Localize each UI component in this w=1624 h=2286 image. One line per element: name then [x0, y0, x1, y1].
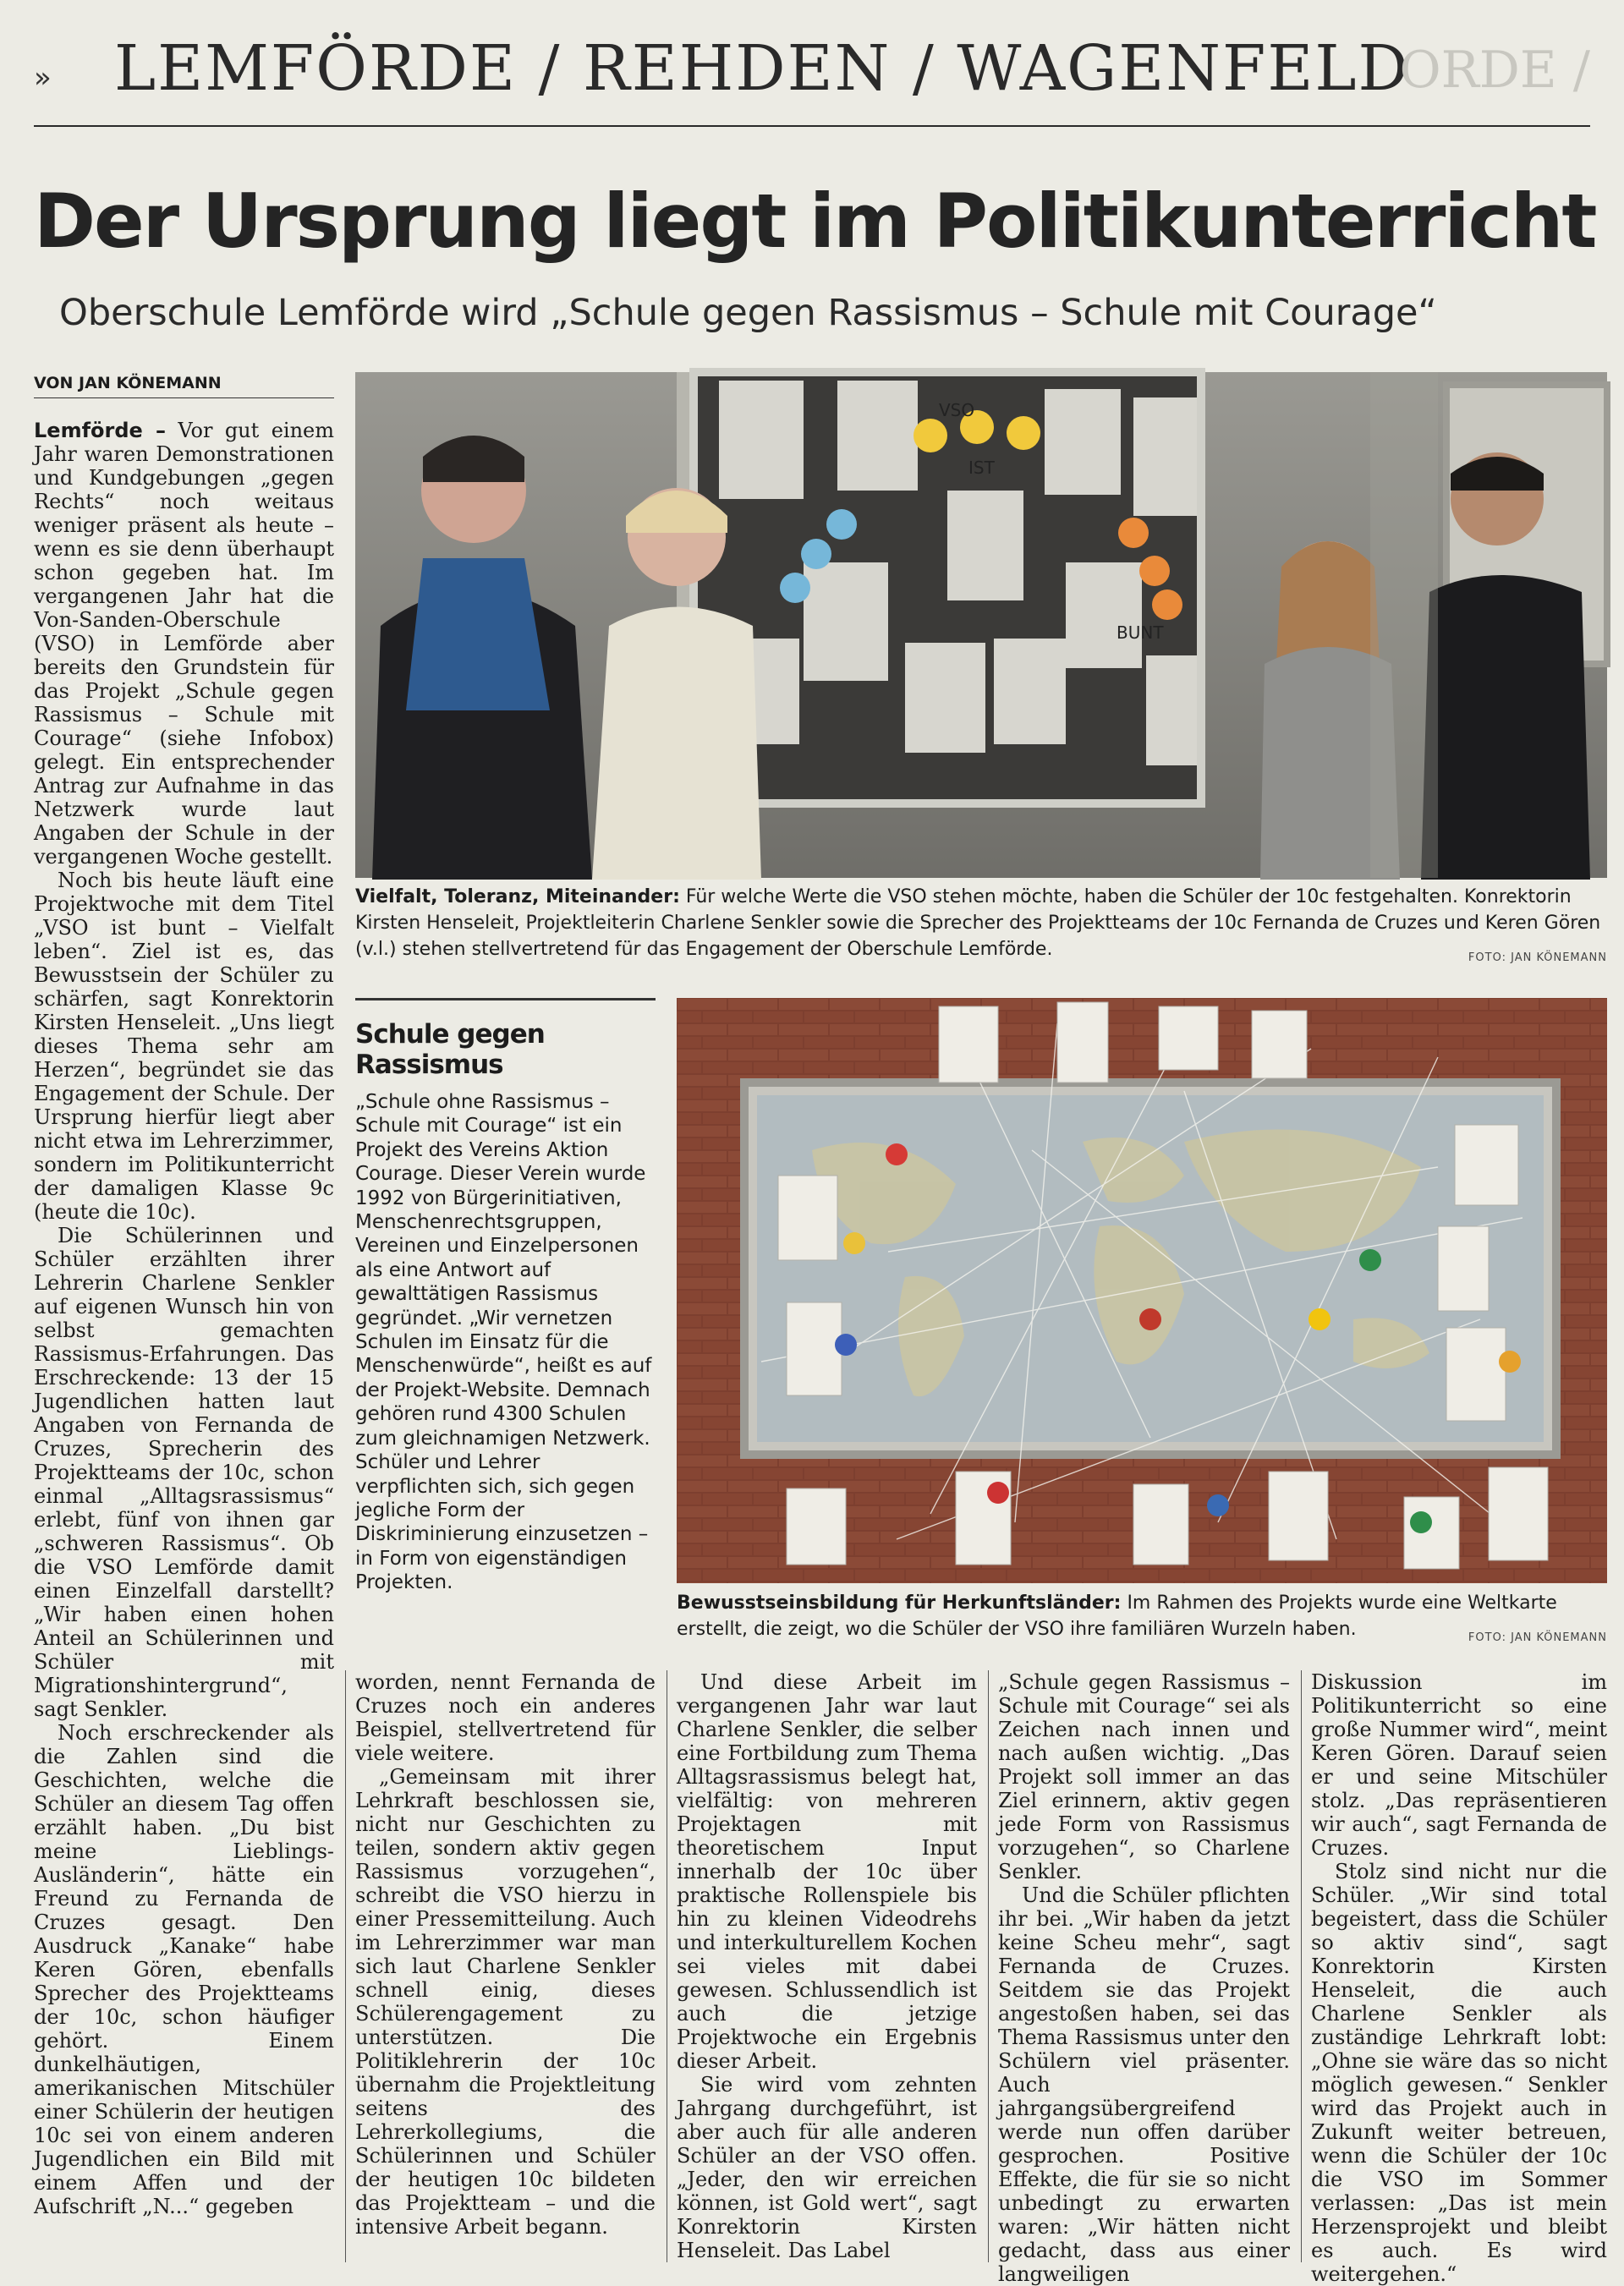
caption-text: Im Rahmen des Projekts wurde eine Weltkarte erstellt, die zeigt, wo die Schüler der VSO ihre familiären Wurzeln haben.: [677, 1593, 1557, 1640]
map-illustration: [677, 998, 1607, 1583]
article-paragraph: Noch bis heute läuft eine Projektwoche mit dem Titel „VSO ist bunt – Vielfalt leben“. Ziel ist es, das Bewusstsein der Schüler zu schärfen, sagt Konrektorin Kirsten Henseleit. „Uns liegt dieses Thema sehr am Herzen“, begründet sie das Engagement der Schule. Der Ursprung hierfür liegt aber nicht etwa im Lehrerzimmer, sondern im Politikunterricht der damaligen Klasse 9c (heute die 10c).: [34, 869, 334, 1224]
article-column-5: [1311, 1670, 1607, 2286]
article-column-1: [34, 419, 334, 2271]
article-paragraph: Stolz sind nicht nur die Schüler. „Wir sind total begeistert, dass die Schüler so aktiv sind“, sagt Konrektorin Kirsten Henseleit, die auch Charlene Senkler als zuständige Lehrkraft lobt: „Ohne sie wäre das so nicht möglich gewesen.“ Senkler wird das Projekt auch in Zukunft weiter betreuen, wenn die Schüler der 10c die VSO im Sommer verlassen: „Das ist mein Herzensprojekt und bleibt es auch. Es wird weitergehen.“: [1311, 1860, 1607, 2286]
column-rule: [988, 1670, 989, 2262]
article-paragraph: [34, 419, 334, 869]
byline: VON JAN KÖNEMANN: [34, 374, 334, 398]
caption-lead: Bewusstseinsbildung für Herkunftsländer:: [677, 1593, 1122, 1614]
caption-top-photo: [355, 884, 1607, 971]
photo-students-board: [355, 372, 1607, 878]
board-word-vso: VSO: [939, 400, 975, 420]
subheadline: Oberschule Lemförde wird „Schule gegen Rassismus – Schule mit Courage“: [59, 292, 1437, 334]
article-column-3: [677, 1670, 977, 2271]
column-rule: [345, 1670, 346, 2262]
board-word-bunt: BUNT: [1116, 622, 1164, 643]
article-paragraph: Und diese Arbeit im vergangenen Jahr war laut Charlene Senkler, die selber eine Fortbildung zum Thema Alltagsrassismus belegt hat, vielfältig: von mehreren Projektagen mit theoretischem Input innerhalb der 10c über praktische Rollenspiele bis hin zu kleinen Videodrehs und interkulturellem Kochen sei vieles mit dabei gewesen. Schlussendlich ist auch die jetzige Projektwoche ein Ergebnis dieser Arbeit.: [677, 1670, 977, 2073]
article-paragraph: „Gemeinsam mit ihrer Lehrkraft beschlossen sie, nicht nur Geschichten zu teilen, sondern aktiv gegen Rassismus vorzugehen“, schreibt die VSO hierzu in einer Pressemitteilung. Auch im Lehrerzimmer war man sich laut Charlene Senkler schnell einig, dieses Schülerengagement zu unterstützen. Die Politiklehrerin der 10c übernahm die Projektleitung seitens des Lehrerkollegiums, die Schülerinnen und Schüler der heutigen 10c bildeten das Projektteam – und die intensive Arbeit begann.: [355, 1765, 656, 2239]
headline: Der Ursprung liegt im Politikunterricht: [34, 178, 1596, 265]
article-paragraph: Diskussion im Politikunterricht so eine große Nummer wird“, meint Keren Gören. Darauf seien er und seine Mitschüler stolz. „Das repräsentieren wir auch“, sagt Fernanda de Cruzes.: [1311, 1670, 1607, 1860]
article-paragraph: worden, nennt Fernanda de Cruzes noch ein anderes Beispiel, stellvertretend für viele weitere.: [355, 1670, 656, 1765]
section-ghost-text: ORDE /: [1399, 41, 1590, 100]
photo-credit: FOTO: JAN KÖNEMANN: [1468, 1631, 1607, 1644]
photo-credit: FOTO: JAN KÖNEMANN: [1468, 951, 1607, 964]
board-word-ist: IST: [968, 458, 995, 478]
article-paragraph: Die Schülerinnen und Schüler erzählten ihrer Lehrerin Charlene Senkler auf eigenen Wunsch hin von selbst gemachten Rassismus-Erfahrungen. Das Erschreckende: 13 der 15 Jugendlichen hatten laut Angaben von Fernanda de Cruzes, Sprecherin des Projektteams der 10c, schon einmal „Alltagsrassismus“ erlebt, fünf von ihnen gar „schweren Rassismus“. Ob die VSO Lemförde damit einen Einzelfall darstellt? „Wir haben einen hohen Anteil an Schülerinnen und Schüler mit Migrationshintergrund“, sagt Senkler.: [34, 1224, 334, 1721]
article-column-4: [998, 1670, 1290, 2286]
article-column-2: [355, 1670, 656, 2271]
caption-map-photo: [677, 1590, 1607, 1651]
section-title: LEMFÖRDE / REHDEN / WAGENFELD: [114, 32, 1410, 105]
photo-world-map: [677, 998, 1607, 1583]
section-header: [34, 32, 1590, 127]
article-paragraph: Sie wird vom zehnten Jahrgang durchgeführt, ist aber auch für alle anderen Schüler an der VSO offen. „Jeder, den wir erreichen können, ist Gold wert“, sagt Konrektorin Kirsten Henseleit. Das Label: [677, 2073, 977, 2262]
article-paragraph: Und die Schüler pflichten ihr bei. „Wir haben da jetzt keine Scheu mehr“, sagt Fernanda de Cruzes. Seitdem sie das Projekt angestoßen haben, sei das Thema Rassismus unter den Schülern viel präsenter. Auch jahrgangsübergreifend werde nun offen darüber gesprochen. Positive Effekte, die für sie so nicht unbedingt zu erwarten waren: „Wir hätten nicht gedacht, dass aus einer langweiligen: [998, 1883, 1290, 2286]
article-paragraph: Noch erschreckender als die Zahlen sind die Geschichten, welche die Schüler an diesem Tag offen erzählt haben. „Du bist meine Lieblings-Ausländerin“, hätte ein Freund zu Fernanda de Cruzes gesagt. Den Ausdruck „Kanake“ habe Keren Gören, ebenfalls Sprecher des Projektteams der 10c, schon häufiger gehört. Einem dunkelhäutigen, amerikanischen Mitschüler einer Schülerin der heutigen 10c sei von einem anderen Jugendlichen ein Bild mit einem Affen und der Aufschrift „N...“ gegeben: [34, 1721, 334, 2218]
photo-illustration: [355, 372, 1607, 878]
infobox-text: „Schule ohne Rassismus – Schule mit Courage“ ist ein Projekt des Vereins Aktion Courage. Dieser Verein wurde 1992 von Bürgerinitiativen, Menschenrechtsgruppen, Vereinen und Einzelpersonen als eine Antwort auf gewalttätigen Rassismus gegründet. „Wir vernetzen Schulen im Einsatz für die Menschenwürde“, heißt es auf der Projekt-Website. Demnach gehören rund 4300 Schulen zum gleichnamigen Netzwerk. Schüler und Lehrer verpflichten sich, sich gegen jegliche Form der Diskriminierung einzusetzen – in Form von eigenständigen Projekten.: [355, 1091, 652, 1594]
infobox-title: Schule gegen Rassismus: [355, 998, 656, 1090]
section-marker: »: [34, 61, 52, 95]
paragraph-text: Vor gut einem Jahr waren Demonstrationen und Kundgebungen „gegen Rechts“ noch weitaus weniger präsent als heute – wenn es sie denn überhaupt schon gegeben hat. Im vergangenen Jahr hat die Von-Sanden-Oberschule (VSO) in Lemförde aber bereits den Grundstein für das Projekt „Schule gegen Rassismus – Schule mit Courage“ (siehe Infobox) gelegt. Ein entsprechender Antrag zur Aufnahme in das Netzwerk wurde laut Angaben der Schule in der vergangenen Woche gestellt.: [34, 419, 334, 869]
column-rule: [1301, 1670, 1302, 2262]
article-paragraph: „Schule gegen Rassismus – Schule mit Courage“ sei als Zeichen nach innen und nach außen wichtig. „Das Projekt soll immer an das Ziel erinnern, aktiv gegen jede Form von Rassismus vorzugehen“, so Charlene Senkler.: [998, 1670, 1290, 1883]
infobox: [355, 998, 656, 1641]
caption-lead: Vielfalt, Toleranz, Miteinander:: [355, 886, 680, 907]
caption-text: Für welche Werte die VSO stehen möchte, haben die Schüler der 10c festgehalten. Konrektorin Kirsten Henseleit, Projektleiterin Charlene Senkler sowie die Sprecher des Projektteams der 10c Fernanda de Cruzes und Keren Gören (v.l.) stehen stellvertretend für das Engagement der Oberschule Lemförde.: [355, 886, 1601, 960]
dateline: Lemförde –: [34, 419, 166, 442]
